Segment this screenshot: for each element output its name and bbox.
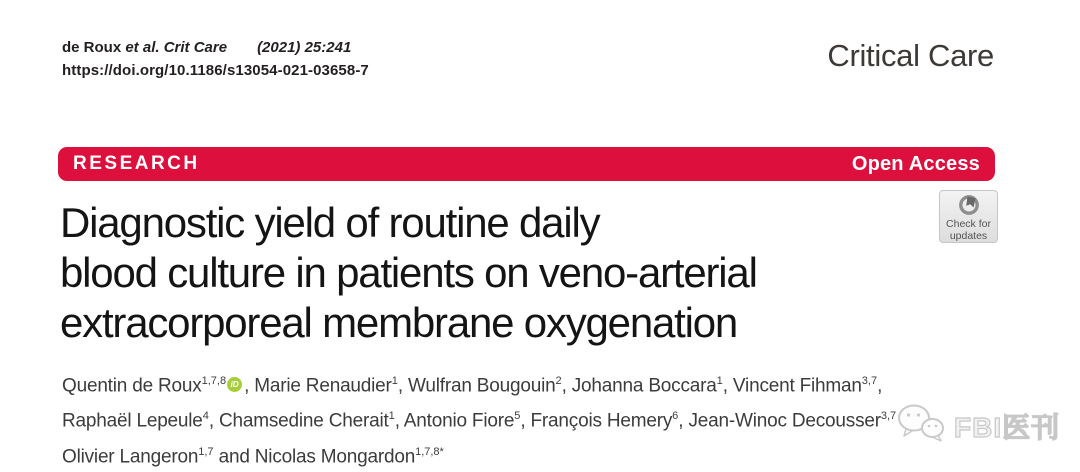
title-line-1: Diagnostic yield of routine daily (60, 199, 600, 246)
check-label-line1: Check for (946, 218, 991, 230)
author-affiliation-superscript: 3,7 (861, 375, 878, 387)
check-for-updates-label (946, 219, 991, 242)
author-name-text: , Marie Renaudier (244, 375, 392, 397)
author-affiliation-superscript: 2 (555, 375, 562, 387)
check-label-line2: updates (949, 229, 988, 242)
author-affiliation-superscript: 1,7 (198, 445, 214, 458)
article-type-label: RESEARCH (73, 153, 200, 174)
citation-block (62, 36, 369, 82)
author-name-text: , (877, 375, 883, 397)
author-affiliation-superscript: 6 (672, 410, 679, 423)
author-affiliation-superscript: 4 (202, 410, 209, 423)
author-name-text: and Nicolas Mongardon (213, 445, 416, 467)
check-for-updates-button[interactable] (939, 190, 998, 243)
author-affiliation-superscript: 3,7 (880, 410, 897, 423)
author-name-text: Raphaël Lepeule (62, 410, 203, 432)
orcid-icon[interactable]: iD (227, 377, 242, 392)
journal-name: Critical Care (827, 38, 994, 73)
author-name-text: , Vincent Fihman (722, 375, 862, 397)
citation-line (62, 36, 369, 59)
wechat-icon (896, 402, 946, 449)
author-name-text: Olivier Langeron (62, 445, 199, 467)
author-line (62, 366, 962, 401)
crossmark-icon (956, 194, 982, 218)
author-name-text: , Johanna Boccara (561, 375, 717, 397)
author-lines (62, 366, 962, 472)
author-affiliation-superscript: 5 (514, 410, 521, 423)
open-access-label: Open Access (851, 152, 980, 175)
author-name-text: Quentin de Roux (62, 375, 202, 397)
author-line (62, 401, 962, 436)
article-type-banner (58, 147, 995, 181)
author-name-text: , Jean-Winoc Decousser (678, 410, 881, 432)
citation-journal: et al. Crit Care (125, 39, 228, 56)
title-line-3: extracorporeal membrane oxygenation (60, 299, 738, 346)
author-affiliation-superscript: 1 (716, 375, 723, 387)
citation-authors: de Roux (62, 39, 126, 56)
watermark-text: FBI医刊 (954, 411, 1061, 443)
author-affiliation-superscript: 1 (391, 375, 398, 387)
citation-volume: (2021) 25:241 (257, 39, 352, 56)
author-name-text: , François Hemery (520, 410, 673, 432)
title-line-2: blood culture in patients on veno-arterial (60, 249, 757, 296)
author-line (62, 437, 962, 472)
doi-text: https://doi.org/10.1186/s13054-021-03658-7 (62, 62, 369, 79)
watermark (896, 402, 1060, 449)
author-name-text: , Antonio Fiore (394, 410, 515, 432)
article-title (60, 198, 940, 348)
author-name-text: , Chamsedine Cherait (208, 410, 389, 432)
author-name-text: , Wulfran Bougouin (397, 375, 556, 397)
author-affiliation-superscript: 1,7,8 (201, 375, 227, 387)
author-affiliation-superscript: 1 (388, 410, 395, 423)
author-affiliation-superscript: 1,7,8* (415, 445, 444, 458)
